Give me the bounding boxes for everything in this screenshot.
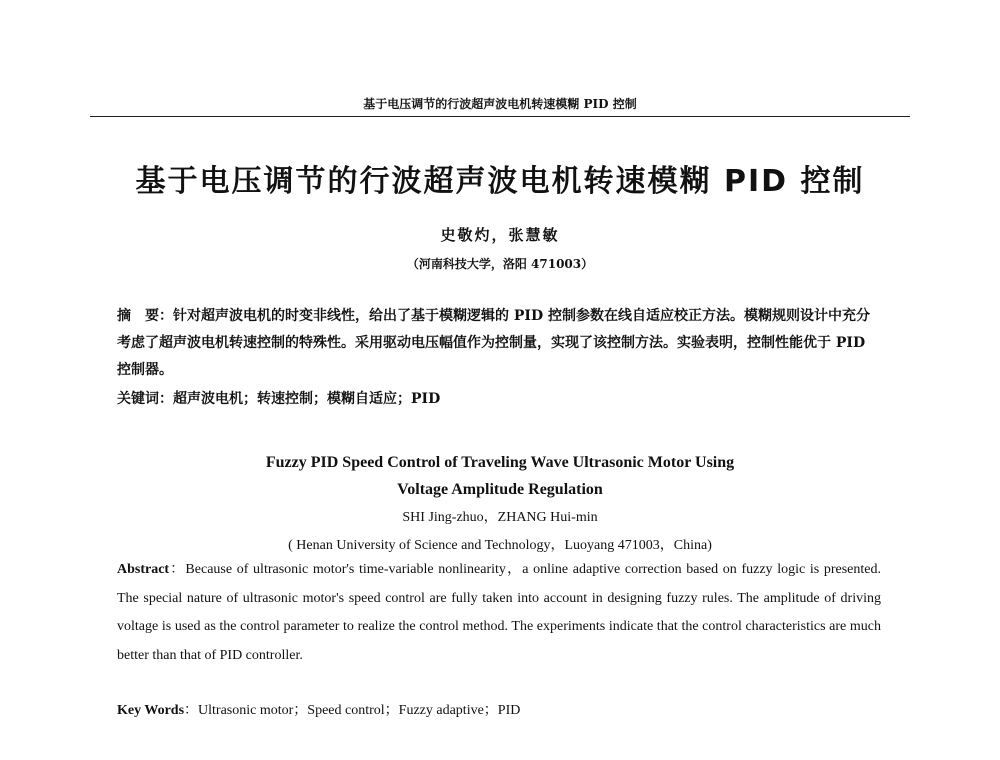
- affiliation-cn: （河南科技大学，洛阳 471003）: [406, 257, 594, 271]
- keywords-en: [117, 697, 881, 726]
- abstract-en-text: ：Because of ultrasonic motor's time-variable nonlinearity，a online adaptive correction based on fuzzy logic is presented. The special nature of ultrasonic motor's speed control are fully taken into account in designing fuzzy rules. The amplitude of driving voltage is used as the control parameter to realize the control method. The experiments indicate that the control characteristics are much better than that of PID controller.: [117, 562, 881, 663]
- abstract-cn-text: 针对超声波电机的时变非线性，给出了基于模糊逻辑的 PID 控制参数在线自适应校正方法。模糊规则设计中充分考虑了超声波电机转速控制的特殊性。采用驱动电压幅值作为控制量，实现了该控制方法。实验表明，控制性能优于 PID 控制器。: [117, 308, 870, 378]
- authors-en: SHI Jing-zhuo，ZHANG Hui-min: [402, 510, 598, 525]
- paper-title-en-line2: Voltage Amplitude Regulation: [397, 481, 603, 498]
- abstract-en-label: Abstract: [117, 562, 170, 577]
- keywords-cn-text: 超声波电机；转速控制；模糊自适应；PID: [173, 391, 441, 407]
- keywords-en-text: ：Ultrasonic motor；Speed control；Fuzzy adaptive；PID: [184, 703, 521, 718]
- keywords-cn-label: 关键词：: [117, 391, 173, 407]
- header-rule: [90, 116, 910, 117]
- affiliation-en: ( Henan University of Science and Technology，Luoyang 471003，China): [288, 538, 712, 553]
- paper-title-en: [0, 449, 1000, 503]
- paper-title-en-line1: Fuzzy PID Speed Control of Traveling Wave Ultrasonic Motor Using: [265, 454, 735, 471]
- paper-title-cn: 基于电压调节的行波超声波电机转速模糊 PID 控制: [135, 164, 865, 199]
- abstract-cn-label: 摘 要：: [117, 308, 173, 324]
- abstract-cn: [117, 303, 881, 384]
- keywords-en-label: Key Words: [117, 703, 185, 718]
- authors-cn: 史敬灼，张慧敏: [440, 226, 560, 244]
- keywords-cn: [117, 386, 881, 413]
- abstract-en: [117, 556, 881, 670]
- running-header: 基于电压调节的行波超声波电机转速模糊 PID 控制: [363, 97, 637, 111]
